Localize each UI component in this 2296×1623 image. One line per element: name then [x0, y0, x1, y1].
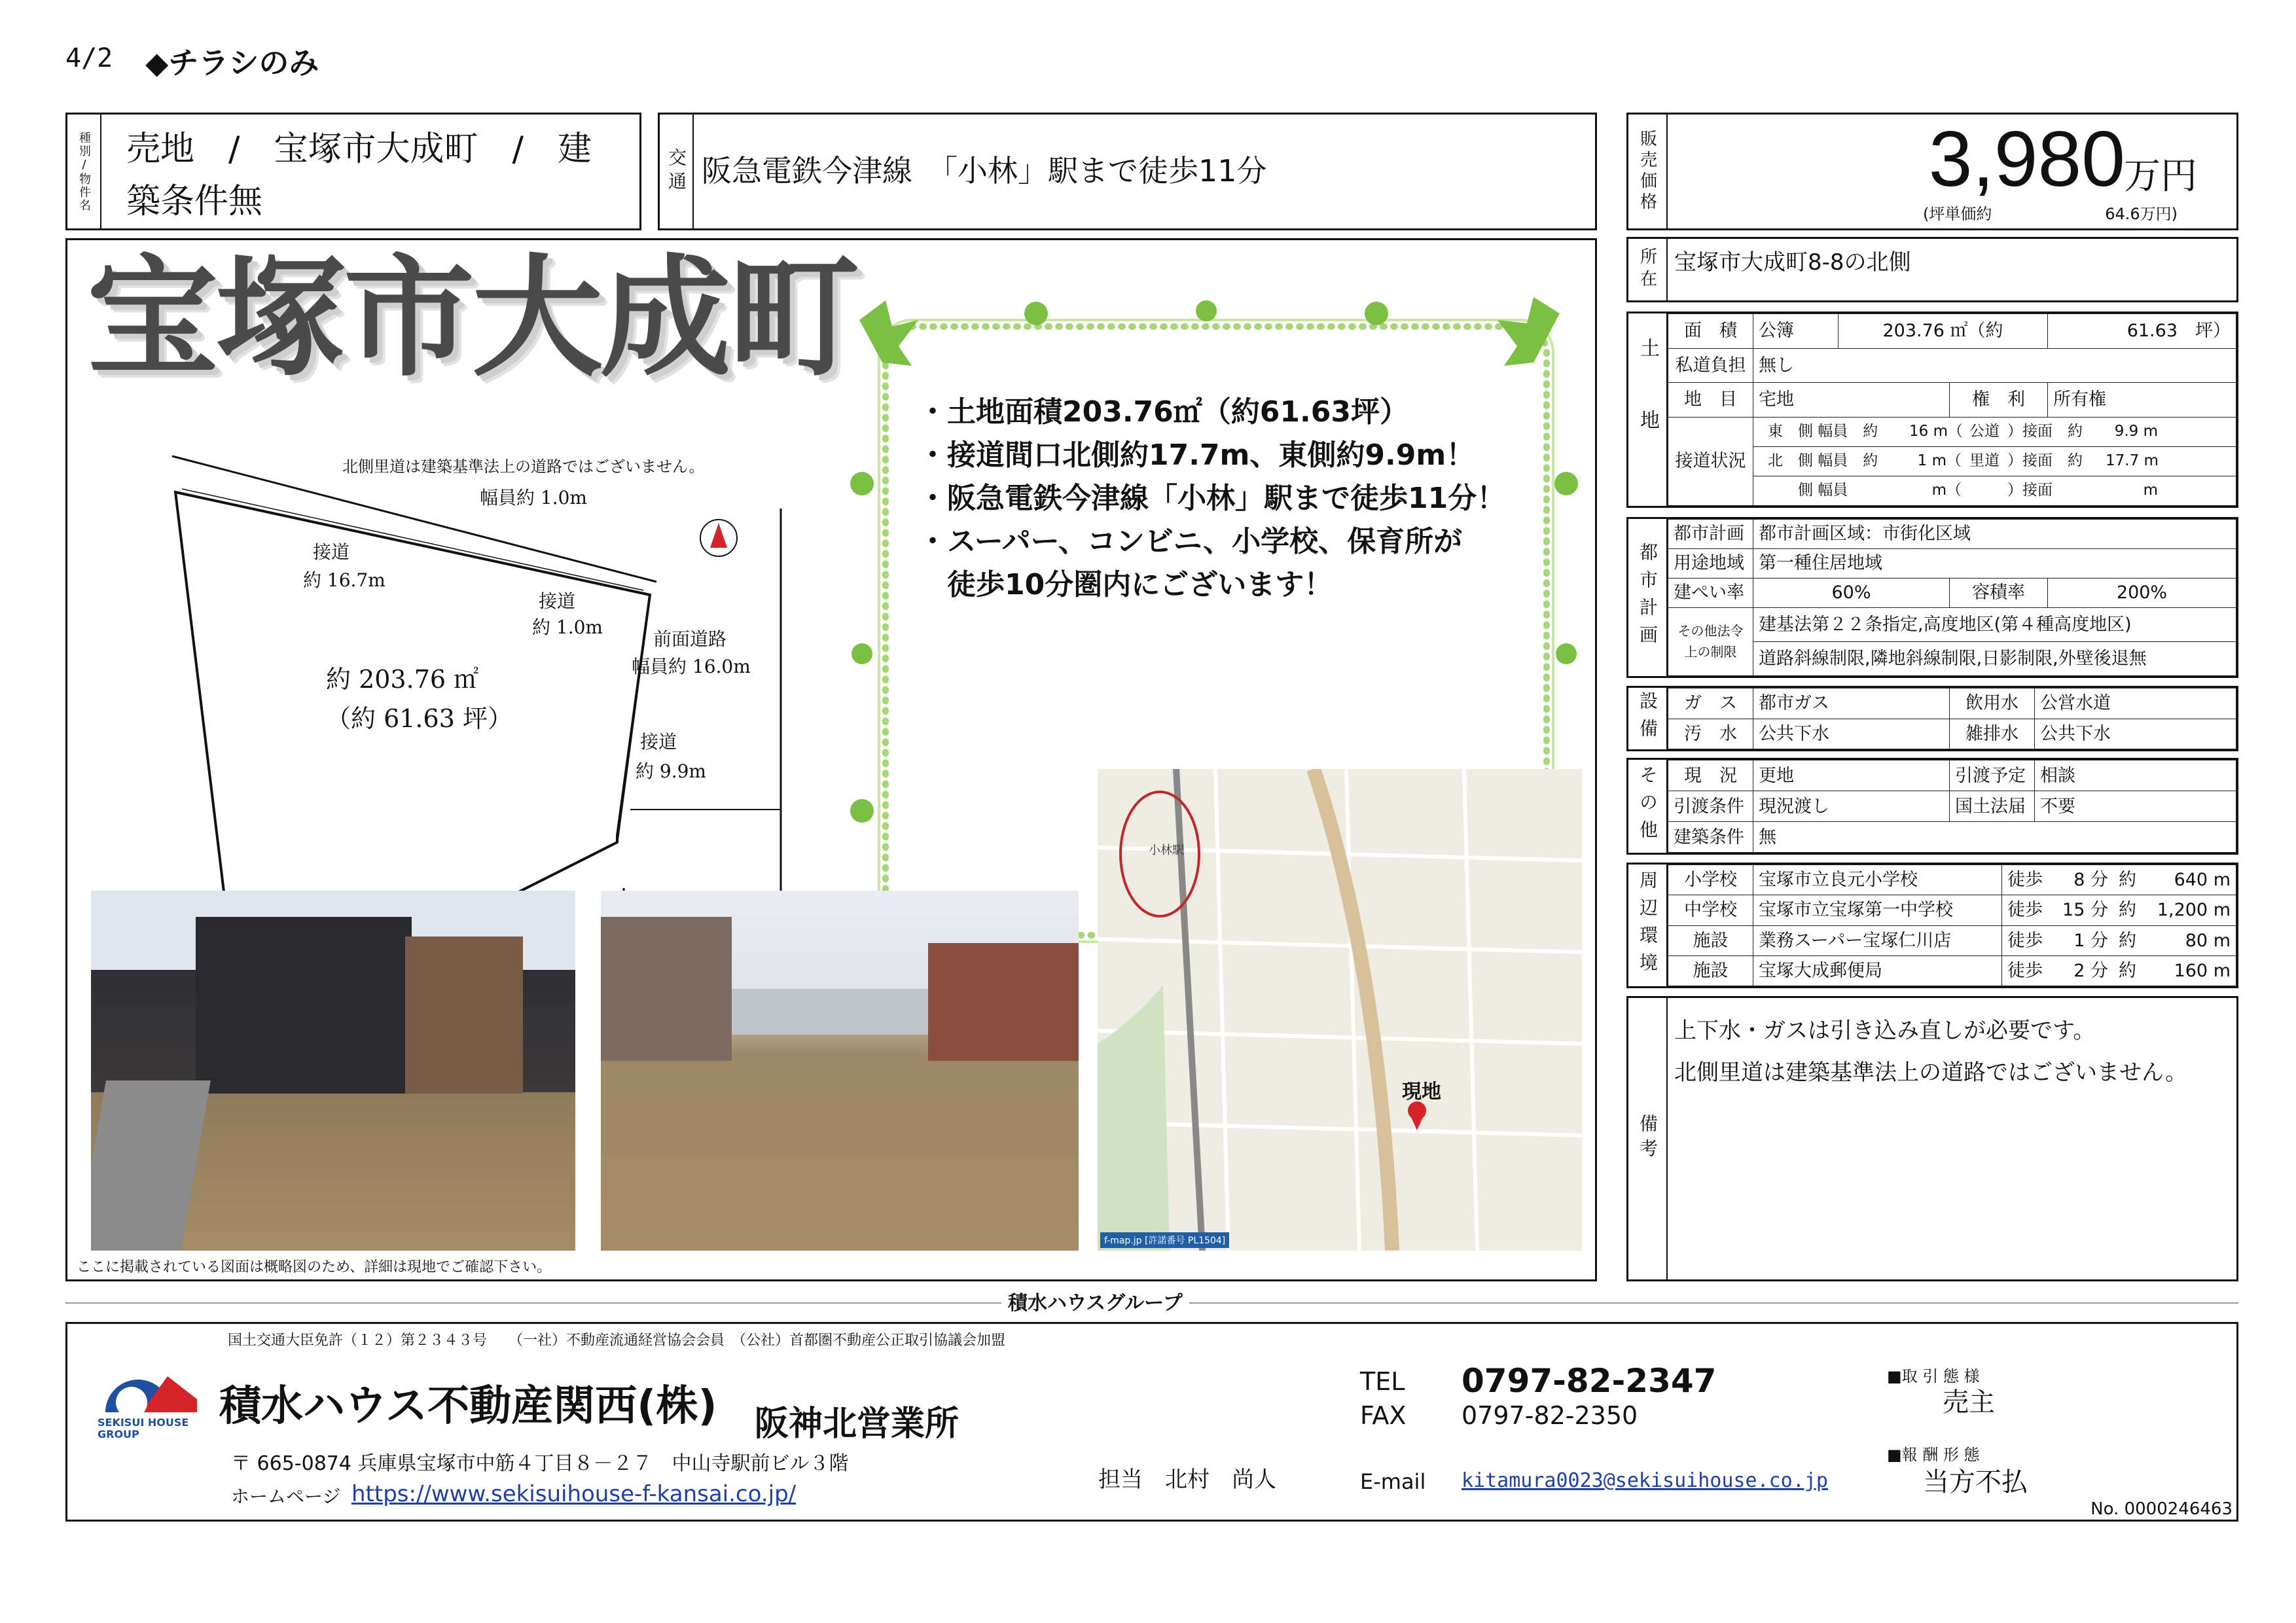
- highlight-item: ・スーパー、コンビニ、小学校、保育所が: [918, 525, 1463, 558]
- plot-area-m2: 約 203.76 ㎡: [326, 665, 479, 694]
- surr-walk: 徒歩: [2002, 955, 2049, 986]
- road-width: 16 m（: [1909, 423, 1963, 440]
- water-value: 公営水道: [2035, 688, 2236, 719]
- logo-text: SEKISUI HOUSE GROUP: [98, 1416, 189, 1440]
- drain-label: 雑排水: [1950, 719, 2035, 749]
- surr-approx: 約: [2113, 955, 2142, 986]
- license-text: 国土交通大臣免許（１２）第２３４３号 （一社）不動産流通経営協会会員 （公社）首都圏不動産公正取引協議会加盟: [228, 1332, 1006, 1349]
- land-box: [1626, 312, 2238, 508]
- area-map: [1098, 769, 1582, 1251]
- sewage-label: 汚 水: [1668, 719, 1753, 749]
- email-link[interactable]: kitamura0023@sekisuihouse.co.jp: [1462, 1469, 1828, 1492]
- chimoku-value: 宅地: [1753, 383, 1950, 418]
- fax-label: FAX: [1360, 1401, 1407, 1430]
- road-row: [1753, 476, 2236, 505]
- surr-category: 中学校: [1668, 895, 1753, 925]
- map-marker-label: 現地: [1402, 1080, 1441, 1103]
- road-close: ）接面 約: [2007, 452, 2083, 470]
- other-box: [1626, 758, 2238, 855]
- price-box: [1626, 113, 2238, 230]
- property-name-box: [65, 113, 641, 230]
- disclaimer: ここに掲載されている図面は概略図のため、詳細は現地でご確認下さい。: [77, 1259, 552, 1275]
- hp-label: ホームページ: [231, 1486, 341, 1507]
- surr-walk: 徒歩: [2002, 895, 2049, 925]
- build-value: 無: [1753, 822, 2236, 853]
- surr-min: 8 分: [2048, 865, 2113, 895]
- other-label: その他: [1628, 760, 1668, 853]
- area-tsubo: 61.63 坪）: [2048, 314, 2236, 349]
- landlaw-value: 不要: [2035, 791, 2236, 822]
- far-value: 200%: [2048, 578, 2236, 607]
- gas-label: ガ ス: [1668, 688, 1753, 719]
- city-plan-label: 都市計画: [1628, 519, 1668, 676]
- surr-dist: 80 m: [2142, 925, 2236, 955]
- highlight-item: ・阪急電鉄今津線「小林」駅まで徒歩11分！: [918, 482, 1506, 515]
- road-dir: 側 幅員: [1798, 482, 1848, 499]
- bcr-label: 建ぺい率: [1668, 578, 1753, 607]
- landlaw-label: 国土法届: [1950, 791, 2035, 822]
- page-number: 4/2: [65, 43, 113, 73]
- property-name-line1: 売地 / 宝塚市大成町 / 建: [126, 130, 592, 169]
- surr-approx: 約: [2113, 895, 2142, 925]
- road-label: 接道状況: [1668, 417, 1753, 505]
- price-unit: 万円: [2124, 155, 2197, 198]
- surroundings-row: [1668, 865, 2236, 895]
- transport-label: 交通: [660, 115, 694, 228]
- company-name: 積水ハウス不動産関西(株): [219, 1382, 717, 1431]
- surroundings-box: [1626, 863, 2238, 988]
- surr-dist: 640 m: [2142, 865, 2236, 895]
- surr-min: 2 分: [2048, 955, 2113, 986]
- property-label: 種別/物件名: [67, 115, 101, 228]
- trade-label: ■取 引 態 様: [1887, 1367, 1980, 1385]
- tsubo-value: 64.6万円): [2105, 205, 2178, 223]
- rights-value: 所有権: [2048, 383, 2236, 418]
- company-address: 〒 665-0874 兵庫県宝塚市中筋４丁目８－２７ 中山寺駅前ビル３階: [231, 1452, 849, 1475]
- fee-label: ■報 酬 形 態: [1887, 1446, 1980, 1464]
- private-road-label: 私道負担: [1668, 348, 1753, 383]
- cond-label: 引渡条件: [1668, 791, 1753, 822]
- highlight-item: ・土地面積203.76㎡（約61.63坪）: [918, 395, 1408, 429]
- site-photo-2: [601, 891, 1079, 1251]
- plot-road-corner-label: 接道: [539, 590, 576, 612]
- big-title: 宝塚市大成町: [87, 242, 857, 395]
- highlight-item: ・接道間口北側約17.7m、東側約9.9m！: [918, 438, 1475, 472]
- plot-road-east-length: 約 9.9m: [636, 760, 706, 782]
- price-amount: 3,980: [1928, 115, 2125, 203]
- remarks-line: 北側里道は建築基準法上の道路ではございません。: [1674, 1060, 2188, 1086]
- area-type: 公簿: [1753, 314, 1839, 349]
- property-name-line2: 築条件無: [126, 182, 263, 221]
- price-label: 販売価格: [1628, 115, 1668, 228]
- location-box: [1626, 237, 2238, 302]
- surr-category: 小学校: [1668, 865, 1753, 895]
- surroundings-label: 周辺環境: [1628, 865, 1668, 986]
- surr-dist: 1,200 m: [2142, 895, 2236, 925]
- handover-label: 引渡予定: [1950, 760, 2035, 791]
- road-len: m: [2143, 482, 2158, 499]
- surr-dist: 160 m: [2142, 955, 2236, 986]
- doc-number: No. 0000246463: [2090, 1499, 2233, 1519]
- road-dir: 北 側 幅員 約: [1768, 452, 1878, 470]
- surr-name: 宝塚市立良元小学校: [1753, 865, 2002, 895]
- other-law-label: その他法令: [1677, 623, 1744, 639]
- cond-value: 現況渡し: [1753, 791, 1950, 822]
- trade-value: 売主: [1943, 1387, 1995, 1418]
- location-label: 所在: [1628, 239, 1668, 300]
- fee-value: 当方不払: [1923, 1467, 2028, 1497]
- road-close: ）接面: [2007, 482, 2053, 499]
- sewage-value: 公共下水: [1753, 719, 1950, 749]
- map-station-label: 小林駅: [1149, 844, 1184, 857]
- page-title: ◆チラシのみ: [145, 45, 319, 80]
- road-kind: 里道: [1969, 452, 2000, 470]
- private-road-value: 無し: [1753, 348, 2236, 383]
- surr-name: 宝塚大成郵便局: [1753, 955, 2002, 986]
- plan-label: 都市計画: [1668, 520, 1753, 549]
- road-row: [1753, 446, 2236, 476]
- plot-road-corner-length: 約 1.0m: [532, 616, 603, 638]
- handover-value: 相談: [2035, 760, 2236, 791]
- plot-front-road-width: 幅員約 16.0m: [632, 656, 751, 677]
- homepage-link[interactable]: https://www.sekisuihouse-f-kansai.co.jp/: [351, 1481, 797, 1507]
- plan-value: 都市計画区域：市街化区域: [1753, 520, 2236, 549]
- surr-walk: 徒歩: [2002, 925, 2049, 955]
- road-dir: 東 側 幅員 約: [1768, 423, 1878, 440]
- far-label: 容積率: [1950, 578, 2048, 607]
- road-len: 17.7 m: [2106, 452, 2159, 470]
- other-law-value2: 道路斜線制限,隣地斜線制限,日影制限,外壁後退無: [1753, 641, 2236, 675]
- highlight-item: 徒歩10分圏内にございます！: [918, 568, 1333, 601]
- use-label: 用途地域: [1668, 548, 1753, 578]
- surr-category: 施設: [1668, 925, 1753, 955]
- surr-approx: 約: [2113, 865, 2142, 895]
- surr-category: 施設: [1668, 955, 1753, 986]
- gas-value: 都市ガス: [1753, 688, 1950, 719]
- surr-min: 1 分: [2048, 925, 2113, 955]
- status-label: 現 況: [1668, 760, 1753, 791]
- tel-label: TEL: [1360, 1367, 1405, 1396]
- surr-min: 15 分: [2048, 895, 2113, 925]
- area-m2: 203.76 ㎡（約: [1839, 314, 2048, 349]
- plot-road-north-length: 約 16.7m: [303, 569, 386, 591]
- tel-number[interactable]: 0797-82-2347: [1462, 1362, 1717, 1400]
- transport-text: 阪急電鉄今津線 「小林」駅まで徒歩11分: [702, 153, 1267, 188]
- remarks-label: 備考: [1628, 998, 1668, 1279]
- surr-name: 業務スーパー宝塚仁川店: [1753, 925, 2002, 955]
- plot-note: 北側里道は建築基準法上の道路ではございません。: [342, 457, 705, 476]
- tsubo-label: (坪単価約: [1923, 205, 1992, 223]
- road-width: m（: [1931, 482, 1962, 499]
- rights-label: 権 利: [1950, 383, 2048, 418]
- map-credit: f-map.jp [許諾番号 PL1504]: [1100, 1232, 1229, 1248]
- build-label: 建築条件: [1668, 822, 1753, 853]
- surr-walk: 徒歩: [2002, 865, 2049, 895]
- location-address: 宝塚市大成町8-8の北側: [1674, 249, 1911, 276]
- group-label: 積水ハウスグループ: [1001, 1287, 1189, 1315]
- highlights: [918, 391, 1505, 607]
- surroundings-row: [1668, 895, 2236, 925]
- road-kind: 公道: [1969, 423, 2000, 440]
- plot-road-east-label: 接道: [640, 731, 677, 753]
- surroundings-row: [1668, 955, 2236, 986]
- site-photo-1: [91, 891, 575, 1251]
- other-law-value1: 建基法第２２条指定,高度地区(第４種高度地区): [1753, 607, 2236, 641]
- status-value: 更地: [1753, 760, 1950, 791]
- road-width: 1 m（: [1917, 452, 1962, 470]
- road-close: ）接面 約: [2007, 423, 2083, 440]
- bcr-value: 60%: [1753, 578, 1950, 607]
- facilities-box: [1626, 686, 2238, 751]
- area-label: 面 積: [1668, 314, 1753, 349]
- other-law-label2: 上の制限: [1684, 644, 1737, 660]
- surr-approx: 約: [2113, 925, 2142, 955]
- email-label: E-mail: [1360, 1469, 1426, 1494]
- water-label: 飲用水: [1950, 688, 2035, 719]
- surroundings-row: [1668, 925, 2236, 955]
- plot-front-road-label: 前面道路: [653, 628, 727, 650]
- land-label: 土地: [1628, 313, 1668, 506]
- chimoku-label: 地 目: [1668, 383, 1753, 418]
- remarks-line: 上下水・ガスは引き込み直しが必要です。: [1674, 1018, 2096, 1044]
- plot-area-tsubo: （約 61.63 坪）: [326, 704, 512, 733]
- transport-box: [658, 113, 1597, 230]
- remarks-box: [1626, 996, 2238, 1281]
- plot-road-north-label: 接道: [313, 541, 350, 563]
- surr-name: 宝塚市立宝塚第一中学校: [1753, 895, 2002, 925]
- fax-number: 0797-82-2350: [1462, 1401, 1638, 1430]
- main-panel: [65, 238, 1597, 1281]
- staff-name: 担当 北村 尚人: [1098, 1467, 1276, 1493]
- road-len: 9.9 m: [2114, 423, 2158, 440]
- plot-width-north: 幅員約 1.0m: [480, 487, 587, 508]
- facilities-label: 設備: [1628, 688, 1668, 749]
- branch-name: 阪神北営業所: [755, 1404, 960, 1444]
- road-row: [1753, 417, 2236, 446]
- drain-value: 公共下水: [2035, 719, 2236, 749]
- footer-box: [65, 1322, 2238, 1522]
- city-plan-box: [1626, 517, 2238, 678]
- use-value: 第一種住居地域: [1753, 548, 2236, 578]
